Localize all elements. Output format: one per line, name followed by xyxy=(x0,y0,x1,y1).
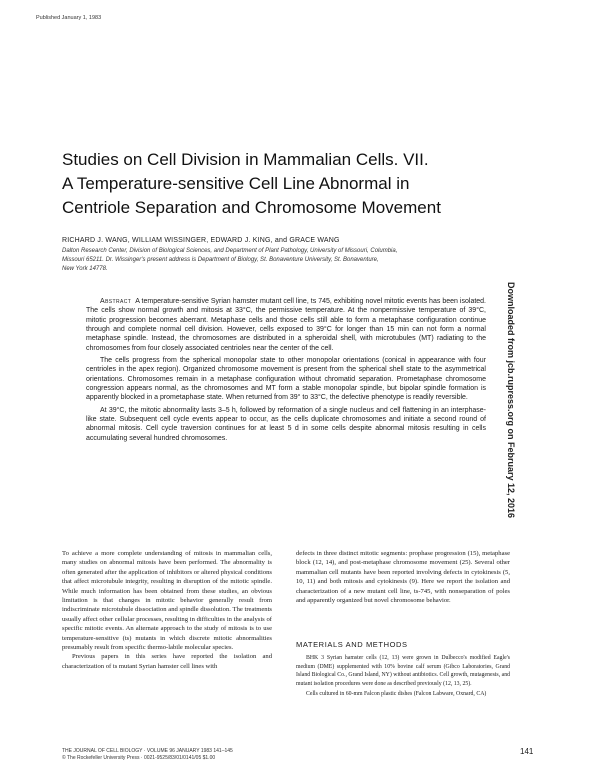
affiliation-line: Missouri 65211. Dr. Wissinger's present address is Department of Biology, St. Bonaventure University, St. Bonaventure, xyxy=(62,257,379,263)
affiliation xyxy=(62,247,462,274)
author-list: RICHARD J. WANG, WILLIAM WISSINGER, EDWARD J. KING, and GRACE WANG xyxy=(62,237,340,244)
download-watermark xyxy=(504,270,518,530)
page-number: 141 xyxy=(520,747,534,756)
body-column-left xyxy=(62,549,272,671)
body-paragraph: defects in three distinct mitotic segments: prophase progression (15), metaphase block (12, 14), and post-metaphase chromosome movement (25). Several other mammalian cell mutants have been reported involving defects in cytokinesis (5, 10, 11) and both mitosis and cytokinesis (9). Here we report the isolation and characterization of a new mutant cell line, ts-745, with nonseparation of poles and apparently organized but novel chromosome behavior. xyxy=(296,550,510,605)
abstract-paragraph: At 39°C, the mitotic abnormality lasts 3–5 h, followed by reformation of a single nucleus and cell flattening in an interphase-like state. Subsequent cell cycle events appear to occur, as the cells duplicate chromosomes and initiate a second round of abnormal mitosis. Cell cycle traversion continues for at least 5 d in some cells despite abnormal mitosis resulting in cells accumulating several hundred chromosomes. xyxy=(86,406,486,442)
methods-text xyxy=(296,654,510,701)
affiliation-line: Dalton Research Center, Division of Biological Sciences, and Department of Plant Pathology, University of Missouri, Columbia, xyxy=(62,248,398,254)
section-heading: MATERIALS AND METHODS xyxy=(296,640,408,649)
body-paragraph: To achieve a more complete understanding of mitosis in mammalian cells, many studies on abnormal mitosis have been performed. The abnormality is often generated after the application of inhibitors or altered physical conditions that affect microtubule integrity, resulting in disruption of the mitotic spindle. While much information has been obtained from these studies, an obvious limitation is that changes in mitotic behavior generally result from indiscriminate microtubule dissociation and spindle dissolution. The treatments usually affect other cellular processes, resulting in difficulties in the analysis of specific mitotic events. An alternate approach to the study of mitosis is to use temperature-sensitive (ts) mutants in which discrete mitotic abnormalities presumably result from specific thermo-labile molecular species. xyxy=(62,550,272,652)
footer-line: THE JOURNAL OF CELL BIOLOGY · VOLUME 96 JANUARY 1983 141–145 xyxy=(62,748,233,754)
body-column-right xyxy=(296,549,510,605)
abstract-text: A temperature-sensitive Syrian hamster mutant cell line, ts 745, exhibiting novel mitotic events has been isolated. The cells show normal growth and mitosis at 33°C, the permissive temperature. At the nonpermissive temperature of 39°C, mitotic progression becomes aberrant. Metaphase cells and those cells still able to form a metaphase configuration continue through and complete normal cell division. However, cells exposed to 39°C for longer than 15 min can not form a normal metaphase spindle. Instead, the chromosomes are distributed in a spheroidal shell, with microtubules (MT) radiating to the chromosomes from four closely associated centrioles near the center of the cell. xyxy=(86,298,487,352)
download-watermark-text: Downloaded from jcb.rupress.org on February 12, 2016 xyxy=(506,281,516,519)
abstract-paragraph: The cells progress from the spherical monopolar state to other monopolar orientations (conical in appearance with four centrioles in the apex region). Organized chromosome movement is present from the spherical shell state to the asymmetrical orientations. Chromosomes remain in a metaphase configuration without chromatid separation. Prometaphase chromosome congression appears normal, as the chromosomes and MT form a stable monopolar spindle, but bipolar spindle formation is apparently blocked in a prometaphase state. When returned from 39° to 33°C, the defective phenotype is readily reversible. xyxy=(86,357,486,402)
abstract xyxy=(86,297,486,446)
methods-paragraph: BHK 3 Syrian hamster cells (12, 13) were grown in Dulbecco's modified Eagle's medium (DME) supplemented with 10% bovine calf serum (Gibco Laboratories, Grand Island Biological Co., Grand Island, NY) without antibiotics. Cell growth, mutagenesis, and mutant isolation procedures were done as described previously (12, 13, 25). xyxy=(296,655,510,687)
abstract-paragraph xyxy=(86,297,486,353)
title-line: Studies on Cell Division in Mammalian Cells. VII. xyxy=(62,150,429,169)
methods-paragraph: Cells cultured in 60-mm Falcon plastic dishes (Falcon Labware, Oxnard, CA) xyxy=(306,691,487,698)
journal-footer xyxy=(62,748,302,762)
footer-line: © The Rockefeller University Press · 0021-9525/83/01/0141/05 $1.00 xyxy=(62,755,216,761)
title-line: Centriole Separation and Chromosome Movement xyxy=(62,198,441,217)
affiliation-line: New York 14778. xyxy=(62,266,108,272)
body-paragraph: Previous papers in this series have reported the isolation and characterization of ts mutant Syrian hamster cell lines with xyxy=(62,653,272,670)
abstract-label: Abstract xyxy=(100,298,132,305)
paper-title xyxy=(62,148,482,220)
title-line: A Temperature-sensitive Cell Line Abnormal in xyxy=(62,174,410,193)
publication-date: Published January 1, 1983 xyxy=(36,15,102,21)
